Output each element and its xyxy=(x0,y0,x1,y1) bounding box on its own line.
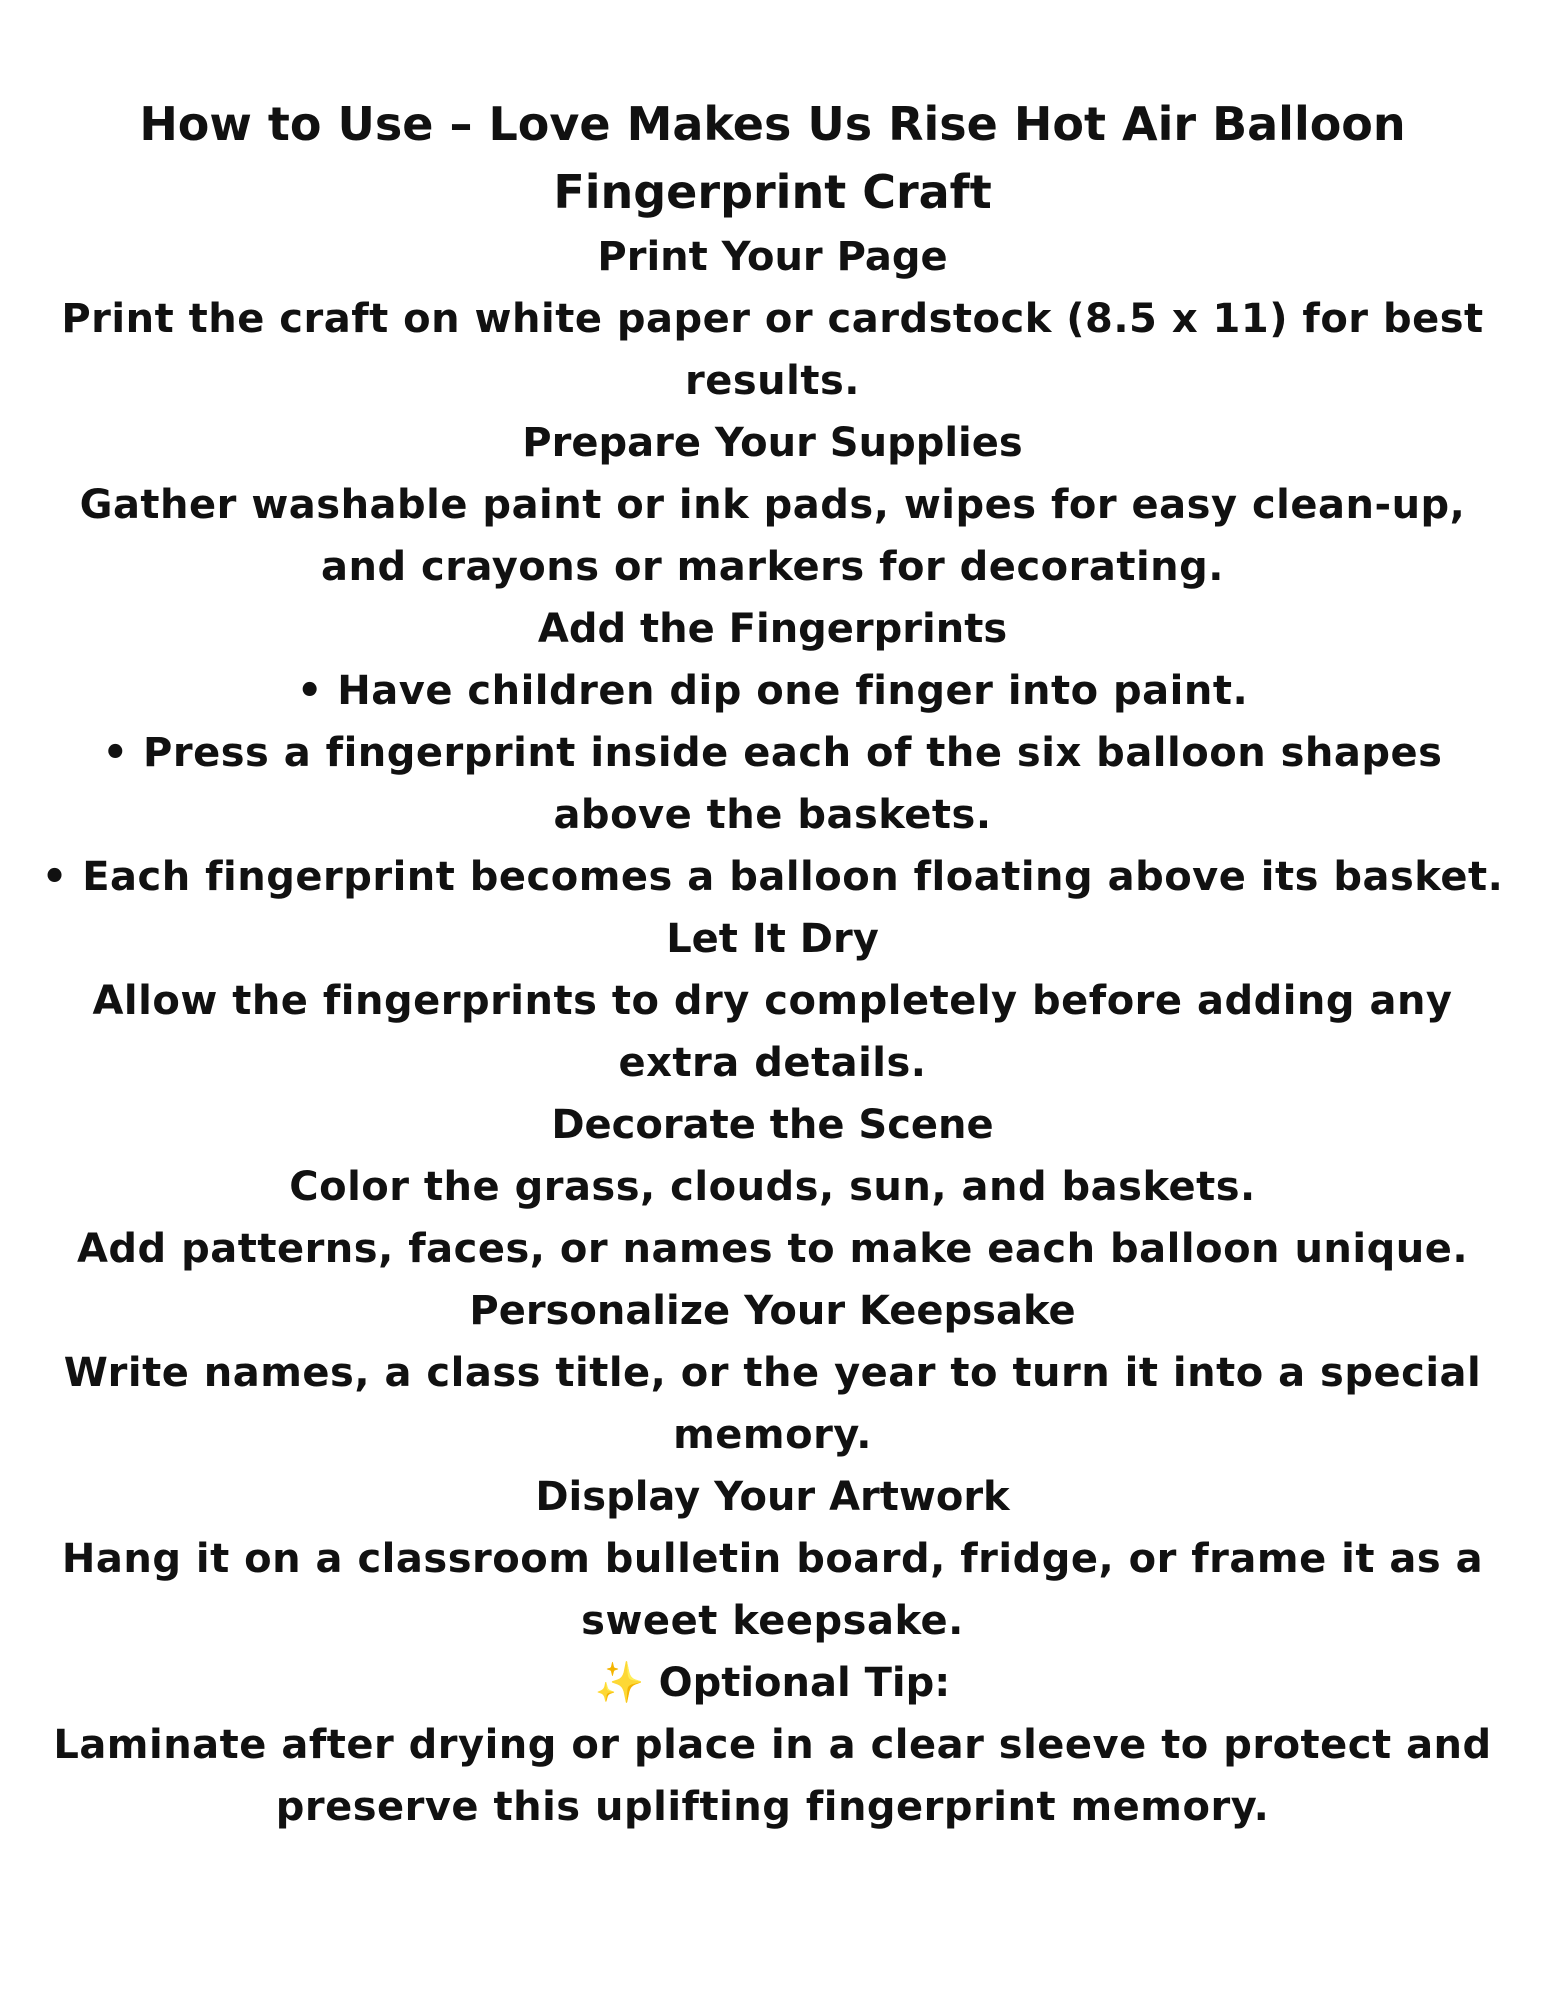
dry-instructions: Allow the fingerprints to dry completely before adding any extra details. xyxy=(92,978,1453,1086)
heading-add-fingerprints: Add the Fingerprints xyxy=(537,606,1008,652)
print-instructions: Print the craft on white paper or cardstock (8.5 x 11) for best results. xyxy=(61,296,1484,404)
heading-display-artwork: Display Your Artwork xyxy=(535,1474,1010,1520)
heading-optional-tip xyxy=(33,1652,1513,1714)
heading-prepare-supplies: Prepare Your Supplies xyxy=(522,420,1023,466)
heading-print-your-page: Print Your Page xyxy=(597,234,948,280)
sparkles-icon: ✨ xyxy=(594,1660,645,1706)
decorate-line-1: Color the grass, clouds, sun, and baskets. xyxy=(289,1164,1256,1210)
supplies-instructions: Gather washable paint or ink pads, wipes for easy clean-up, and crayons or markers for decorating. xyxy=(79,482,1466,590)
heading-let-it-dry: Let It Dry xyxy=(666,916,879,962)
fingerprint-step-2: • Press a fingerprint inside each of the six balloon shapes above the baskets. xyxy=(102,730,1443,838)
heading-personalize-keepsake: Personalize Your Keepsake xyxy=(469,1288,1076,1334)
page-title: How to Use – Love Makes Us Rise Hot Air Balloon Fingerprint Craft xyxy=(139,97,1406,219)
fingerprint-step-1: • Have children dip one finger into paint. xyxy=(296,668,1249,714)
personalize-instructions: Write names, a class title, or the year to turn it into a special memory. xyxy=(63,1350,1482,1458)
instructions-page xyxy=(0,90,1545,1838)
fingerprint-step-3: • Each fingerprint becomes a balloon floating above its basket. xyxy=(41,854,1504,900)
tip-instructions: Laminate after drying or place in a clear sleeve to protect and preserve this uplifting fingerprint memory. xyxy=(53,1722,1492,1830)
optional-tip-label: Optional Tip: xyxy=(658,1660,951,1706)
display-instructions: Hang it on a classroom bulletin board, fridge, or frame it as a sweet keepsake. xyxy=(61,1536,1484,1644)
decorate-line-2: Add patterns, faces, or names to make each balloon unique. xyxy=(76,1226,1469,1272)
heading-decorate-scene: Decorate the Scene xyxy=(551,1102,994,1148)
